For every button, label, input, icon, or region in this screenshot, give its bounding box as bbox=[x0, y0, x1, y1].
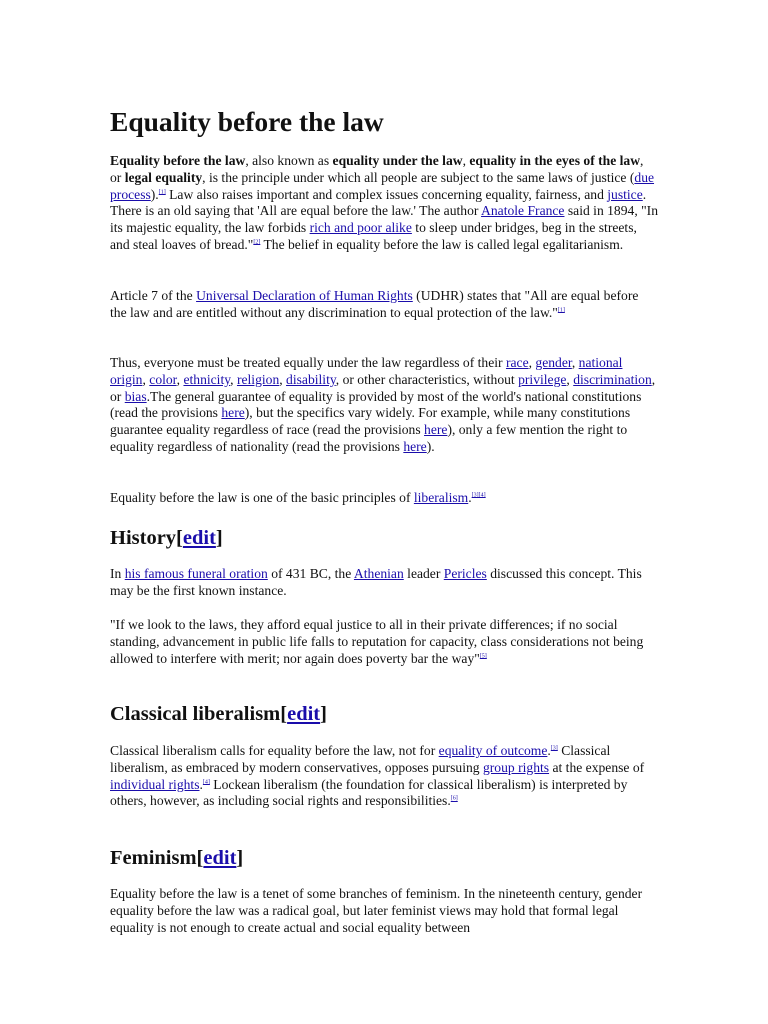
link-color[interactable]: color bbox=[149, 371, 177, 387]
intro-paragraph: Equality before the law, also known as equality under the law, equality in the eyes of the law, or legal equality, is the principle under which all people are subject to the same laws of justice (due process).[1] Law also raises important and complex issues concerning equality, fairness, and justice. There is an old saying that 'All are equal before the law.' The author Anatole France said in 1894, "In its majestic equality, the law forbids rich and poor alike to sleep under bridges, beg in the streets, and steal loaves of bread."[2] The belief in equality before the law is called legal egalitarianism. bbox=[110, 153, 658, 252]
feminism-paragraph: Equality before the law is a tenet of some branches of feminism. In the nineteenth century, gender equality before the law was a radical goal, but later feminist views may hold that formal legal equality is not enough to create actual and social equality between bbox=[110, 886, 643, 935]
edit-link-classical-liberalism[interactable]: edit bbox=[287, 703, 321, 725]
link-race[interactable]: race bbox=[505, 355, 529, 370]
citation-link[interactable]: [5] bbox=[479, 653, 487, 660]
link-udhr[interactable]: Universal Declaration of Human Rights bbox=[196, 288, 413, 303]
citation-link[interactable]: [1] bbox=[557, 307, 565, 314]
link-bias[interactable]: bias bbox=[124, 388, 147, 404]
edit-link-feminism[interactable]: edit bbox=[203, 847, 237, 869]
link-equality-of-outcome[interactable]: equality of outcome bbox=[438, 743, 548, 758]
link-here-nationality[interactable]: here bbox=[403, 438, 427, 454]
section-heading-classical-liberalism: Classical liberalism[edit] bbox=[110, 703, 327, 725]
page-title: Equality before the law bbox=[110, 106, 384, 137]
link-individual-rights[interactable]: individual rights bbox=[110, 776, 200, 792]
link-anatole-france[interactable]: Anatole France bbox=[481, 203, 565, 219]
link-liberalism[interactable]: liberalism bbox=[413, 490, 469, 505]
link-gender[interactable]: gender bbox=[535, 355, 572, 370]
bold-term: equality in the eyes of the law bbox=[469, 153, 641, 168]
thus-paragraph: Thus, everyone must be treated equally under the law regardless of their race, gender, national origin, color, ethnicity, religion, disability, or other characteristics, without privilege, discrimination, or bias.The general guarantee of equality is provided by most of the world's national constitutions (read the provisions here), but the specifics vary widely. For example, while many constitutions guarantee equality regardless of race (read the provisions here), only a few mention the right to equality regardless of nationality (read the provisions here). bbox=[110, 355, 656, 454]
section-heading-feminism: Feminism[edit] bbox=[110, 847, 244, 869]
link-ethnicity[interactable]: ethnicity bbox=[183, 371, 231, 387]
link-religion[interactable]: religion bbox=[236, 371, 280, 387]
classical-liberalism-paragraph: Classical liberalism calls for equality before the law, not for equality of outcome.[3] Classical liberalism, as embraced by modern conservatives, opposes pursuing group rights at the expense of individual rights.[4] Lockean liberalism (the foundation for classical liberalism) is interpreted by others, however, as including social rights and responsibilities.[6] bbox=[110, 743, 645, 809]
link-rich-and-poor-alike[interactable]: rich and poor alike bbox=[309, 220, 412, 236]
liberalism-paragraph: Equality before the law is one of the basic principles of liberalism.[3][4] bbox=[110, 490, 486, 505]
link-justice[interactable]: justice bbox=[607, 186, 643, 202]
citation-link[interactable]: [3] bbox=[550, 745, 558, 752]
edit-link-history[interactable]: edit bbox=[182, 527, 216, 549]
pericles-quote: "If we look to the laws, they afford equal justice to all in their private differences; if no social standing, advancement in public life falls to reputation for capacity, class considerations not being allowed to interfere with merit; nor again does poverty bar the way"[5] bbox=[110, 617, 644, 666]
section-heading-history: History[edit] bbox=[110, 527, 223, 549]
history-paragraph: In his famous funeral oration of 431 BC, the Athenian leader Pericles discussed this concept. This may be the first known instance. bbox=[110, 566, 642, 598]
link-discrimination[interactable]: discrimination bbox=[573, 371, 652, 387]
link-funeral-oration[interactable]: his famous funeral oration bbox=[124, 566, 268, 581]
link-here-race[interactable]: here bbox=[424, 422, 448, 438]
link-here-constitutions[interactable]: here bbox=[221, 405, 245, 421]
citation-link[interactable]: [1] bbox=[158, 189, 166, 196]
link-privilege[interactable]: privilege bbox=[518, 371, 567, 387]
link-national-origin[interactable]: national origin bbox=[110, 355, 623, 387]
bold-term: equality under the law bbox=[332, 153, 463, 168]
link-pericles[interactable]: Pericles bbox=[443, 566, 487, 581]
link-athenian[interactable]: Athenian bbox=[353, 566, 404, 581]
bold-term: Equality before the law bbox=[110, 153, 246, 168]
bold-term: legal equality bbox=[124, 169, 203, 185]
article7-paragraph: Article 7 of the Universal Declaration of Human Rights (UDHR) states that "All are equal before the law and are entitled without any discrimination to equal protection of the law."[1] bbox=[110, 288, 639, 320]
citation-link[interactable]: [3][4] bbox=[471, 492, 486, 499]
link-disability[interactable]: disability bbox=[286, 371, 336, 387]
link-group-rights[interactable]: group rights bbox=[482, 759, 550, 775]
citation-link[interactable]: [4] bbox=[202, 779, 210, 786]
link-due-process[interactable]: due process bbox=[110, 169, 655, 202]
citation-link[interactable]: [6] bbox=[450, 795, 458, 802]
citation-link[interactable]: [2] bbox=[253, 239, 261, 246]
